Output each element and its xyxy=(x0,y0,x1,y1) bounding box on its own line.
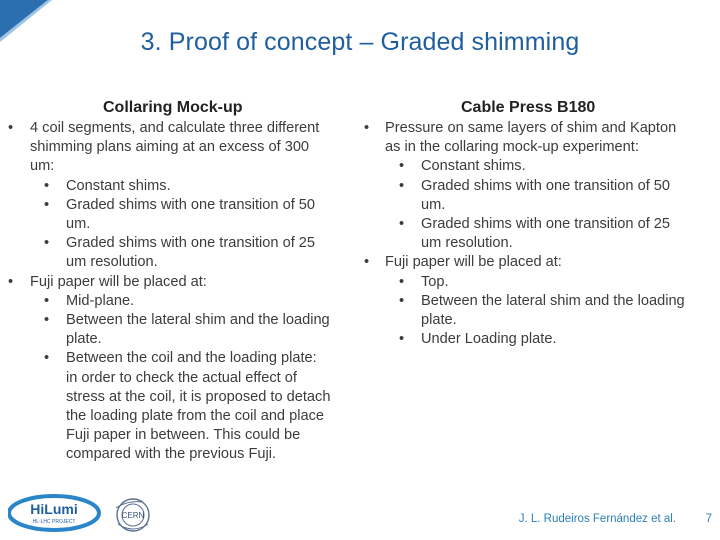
bullet-dot: • xyxy=(44,196,50,213)
left-sub-1-2 xyxy=(30,196,360,234)
bullet-dot: • xyxy=(399,158,405,175)
right-heading: Cable Press B180 xyxy=(461,99,596,116)
bullet-dot: • xyxy=(44,235,50,252)
left-heading: Collaring Mock-up xyxy=(103,99,243,116)
right-sub-1-3-line-2: um resolution. xyxy=(421,235,513,252)
left-sub-2-3 xyxy=(30,349,360,464)
hilumi-logo xyxy=(8,492,104,534)
cern-logo-text: CERN xyxy=(121,511,145,520)
left-sub-1-2-line-1: Graded shims with one transition of 50 xyxy=(66,196,316,213)
hilumi-logo-text: HiLumi xyxy=(30,501,78,517)
right-sub-2-2-line-2: plate. xyxy=(421,312,457,329)
right-sub-1-2-line-2: um. xyxy=(421,196,446,213)
bullet-dot: • xyxy=(399,292,405,309)
cern-logo xyxy=(112,494,154,536)
left-sub-2-3-line-4: the loading plate from the coil and place xyxy=(66,408,324,425)
bullet-dot: • xyxy=(399,177,405,194)
left-sub-2-1 xyxy=(30,292,360,311)
bullet-dot: • xyxy=(364,254,370,271)
left-sub-2-2-line-2: plate. xyxy=(66,331,102,348)
right-bullet-1 xyxy=(364,119,716,253)
slide-title: 3. Proof of concept – Graded shimming xyxy=(140,28,580,56)
right-sub-2-1-line-1: Top. xyxy=(421,273,449,290)
bullet-dot: • xyxy=(44,312,50,329)
right-sub-1-3-line-1: Graded shims with one transition of 25 xyxy=(421,216,671,233)
footer-author: J. L. Rudeiros Fernández et al. xyxy=(518,513,676,525)
left-sub-2-3-line-1: Between the coil and the loading plate: xyxy=(66,350,317,367)
left-bullet-1 xyxy=(8,119,360,273)
right-sub-1-2 xyxy=(385,177,716,215)
bullet-dot: • xyxy=(8,120,14,136)
left-column xyxy=(8,119,360,465)
right-sub-2-2-line-1: Between the lateral shim and the loading xyxy=(421,292,685,309)
left-sub-2-1-line-1: Mid-plane. xyxy=(66,292,135,309)
left-sub-1-1-line-1: Constant shims. xyxy=(66,177,171,194)
left-sub-1-3-line-1: Graded shims with one transition of 25 xyxy=(66,235,316,252)
right-sub-1-1 xyxy=(385,157,716,176)
left-sub-2-3-line-3: stress at the coil, it is proposed to detach xyxy=(66,388,331,405)
right-sub-2-3 xyxy=(385,330,716,349)
right-bullet-1-line-2: as in the collaring mock-up experiment: xyxy=(385,139,639,156)
bullet-dot: • xyxy=(44,177,50,194)
right-bullet-2-line-1: Fuji paper will be placed at: xyxy=(385,254,562,271)
left-sub-1-1 xyxy=(30,177,360,196)
right-sub-1-3 xyxy=(385,215,716,253)
right-sub-2-2 xyxy=(385,292,716,330)
left-sub-1-3 xyxy=(30,234,360,272)
left-sub-2-3-line-5: Fuji paper in between. This could be xyxy=(66,427,301,444)
right-sub-2-1 xyxy=(385,273,716,292)
right-bullet-1-line-1: Pressure on same layers of shim and Kapton xyxy=(385,120,677,136)
page-number: 7 xyxy=(705,513,712,525)
left-bullet-1-line-3: um: xyxy=(30,158,55,175)
left-sub-1-2-line-2: um. xyxy=(66,216,91,233)
bullet-dot: • xyxy=(399,216,405,233)
bullet-dot: • xyxy=(44,350,50,367)
left-bullet-1-line-2: shimming plans aiming at an excess of 300 xyxy=(30,139,310,156)
right-sub-2-3-line-1: Under Loading plate. xyxy=(421,331,557,348)
right-sub-1-2-line-1: Graded shims with one transition of 50 xyxy=(421,177,671,194)
right-bullet-2 xyxy=(364,253,716,349)
left-sub-1-3-line-2: um resolution. xyxy=(66,254,158,271)
bullet-dot: • xyxy=(364,120,370,136)
bullet-dot: • xyxy=(8,273,14,290)
bullet-dot: • xyxy=(44,292,50,309)
right-column xyxy=(364,119,716,349)
left-bullet-2 xyxy=(8,273,360,465)
right-sub-1-1-line-1: Constant shims. xyxy=(421,158,526,175)
left-bullet-2-line-1: Fuji paper will be placed at: xyxy=(30,273,207,290)
left-sub-2-3-line-2: in order to check the actual effect of xyxy=(66,369,297,386)
bullet-dot: • xyxy=(399,331,405,348)
hilumi-logo-subtext: HL-LHC PROJECT xyxy=(32,519,76,525)
left-sub-2-2-line-1: Between the lateral shim and the loading xyxy=(66,312,330,329)
left-bullet-1-line-1: 4 coil segments, and calculate three different xyxy=(30,120,320,136)
left-sub-2-3-line-6: compared with the previous Fuji. xyxy=(66,446,277,463)
bullet-dot: • xyxy=(399,273,405,290)
left-sub-2-2 xyxy=(30,311,360,349)
